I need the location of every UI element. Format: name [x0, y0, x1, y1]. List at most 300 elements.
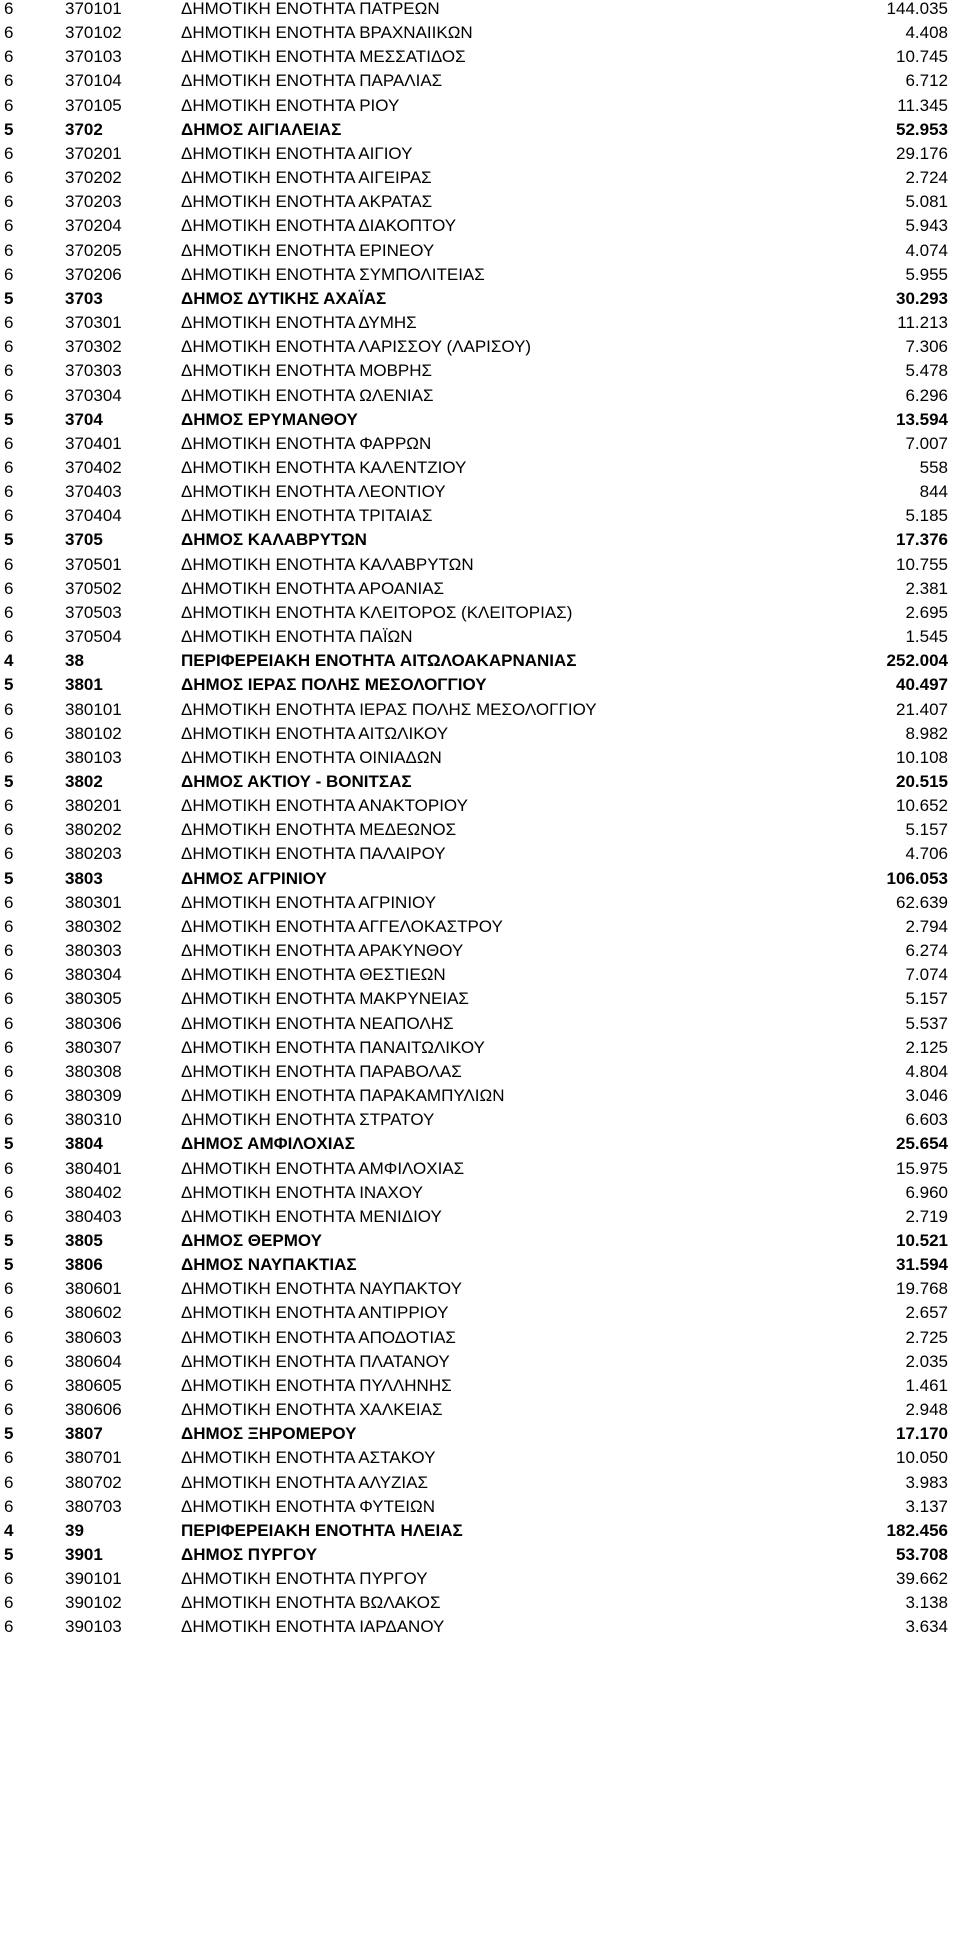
code-cell: 380602	[65, 1303, 122, 1323]
name-cell: ΔΗΜΟΣ ΙΕΡΑΣ ΠΟΛΗΣ ΜΕΣΟΛΟΓΓΙΟΥ	[181, 675, 487, 695]
code-cell: 370105	[65, 95, 122, 115]
table-row	[0, 1519, 960, 1543]
level-cell: 6	[4, 143, 14, 163]
level-cell: 6	[4, 1496, 14, 1516]
population-cell: 144.035	[886, 0, 948, 18]
level-cell: 6	[4, 385, 14, 405]
table-row	[0, 1398, 960, 1422]
level-cell: 6	[4, 1448, 14, 1468]
population-cell: 4.408	[905, 23, 948, 43]
table-row	[0, 504, 960, 528]
level-cell: 6	[4, 1472, 14, 1492]
name-cell: ΔΗΜΟΣ ΑΙΓΙΑΛΕΙΑΣ	[181, 119, 342, 139]
level-cell: 6	[4, 747, 14, 767]
code-cell: 370302	[65, 337, 122, 357]
level-cell: 6	[4, 361, 14, 381]
level-cell: 6	[4, 916, 14, 936]
table-row	[0, 1543, 960, 1567]
population-cell: 2.381	[905, 578, 948, 598]
level-cell: 6	[4, 989, 14, 1009]
population-cell: 10.652	[896, 796, 948, 816]
code-cell: 380301	[65, 892, 122, 912]
table-row	[0, 69, 960, 93]
population-cell: 5.955	[905, 264, 948, 284]
population-cell: 11.213	[897, 313, 948, 333]
name-cell: ΔΗΜΟΤΙΚΗ ΕΝΟΤΗΤΑ ΠΥΛΛΗΝΗΣ	[181, 1375, 452, 1395]
name-cell: ΔΗΜΟΤΙΚΗ ΕΝΟΤΗΤΑ ΩΛΕΝΙΑΣ	[181, 385, 434, 405]
table-row	[0, 1422, 960, 1446]
population-cell: 10.108	[896, 747, 948, 767]
name-cell: ΔΗΜΟΤΙΚΗ ΕΝΟΤΗΤΑ ΠΑΪΩΝ	[181, 627, 413, 647]
code-cell: 370501	[65, 554, 122, 574]
name-cell: ΔΗΜΟΤΙΚΗ ΕΝΟΤΗΤΑ ΑΙΤΩΛΙΚΟΥ	[181, 723, 449, 743]
level-cell: 6	[4, 1327, 14, 1347]
population-cell: 1.545	[905, 627, 948, 647]
table-row	[0, 601, 960, 625]
code-cell: 38	[65, 651, 84, 671]
table-row	[0, 239, 960, 263]
level-cell: 6	[4, 578, 14, 598]
code-cell: 380306	[65, 1013, 122, 1033]
code-cell: 380402	[65, 1182, 122, 1202]
level-cell: 5	[4, 409, 14, 429]
name-cell: ΔΗΜΟΤΙΚΗ ΕΝΟΤΗΤΑ ΚΛΕΙΤΟΡΟΣ (ΚΛΕΙΤΟΡΙΑΣ)	[181, 602, 573, 622]
table-row	[0, 939, 960, 963]
population-cell: 20.515	[896, 772, 948, 791]
code-cell: 370206	[65, 264, 122, 284]
level-cell: 6	[4, 1569, 14, 1589]
name-cell: ΔΗΜΟΤΙΚΗ ΕΝΟΤΗΤΑ ΝΕΑΠΟΛΗΣ	[181, 1013, 454, 1033]
name-cell: ΔΗΜΟΣ ΔΥΤΙΚΗΣ ΑΧΑΪΑΣ	[181, 288, 387, 308]
name-cell: ΔΗΜΟΤΙΚΗ ΕΝΟΤΗΤΑ ΚΑΛΕΝΤΖΙΟΥ	[181, 457, 467, 477]
population-cell: 3.046	[905, 1086, 948, 1106]
name-cell: ΔΗΜΟΣ ΞΗΡΟΜΕΡΟΥ	[181, 1424, 357, 1444]
name-cell: ΔΗΜΟΣ ΘΕΡΜΟΥ	[181, 1230, 322, 1250]
population-cell: 2.125	[905, 1037, 948, 1057]
name-cell: ΔΗΜΟΣ ΕΡΥΜΑΝΘΟΥ	[181, 409, 358, 429]
table-row	[0, 0, 960, 21]
table-row	[0, 746, 960, 770]
code-cell: 380202	[65, 820, 122, 840]
code-cell: 370202	[65, 168, 122, 188]
population-cell: 6.274	[905, 941, 948, 961]
table-row	[0, 1181, 960, 1205]
level-cell: 6	[4, 433, 14, 453]
name-cell: ΔΗΜΟΤΙΚΗ ΕΝΟΤΗΤΑ ΠΑΡΑΚΑΜΠΥΛΙΩΝ	[181, 1086, 505, 1106]
code-cell: 3901	[65, 1545, 103, 1564]
level-cell: 6	[4, 192, 14, 212]
level-cell: 6	[4, 482, 14, 502]
table-row	[0, 45, 960, 69]
code-cell: 380103	[65, 747, 122, 767]
table-row	[0, 190, 960, 214]
code-cell: 370402	[65, 457, 122, 477]
table-row	[0, 1326, 960, 1350]
population-cell: 2.948	[905, 1400, 948, 1420]
population-cell: 6.960	[905, 1182, 948, 1202]
population-cell: 6.603	[905, 1110, 948, 1130]
name-cell: ΔΗΜΟΤΙΚΗ ΕΝΟΤΗΤΑ ΠΑΝΑΙΤΩΛΙΚΟΥ	[181, 1037, 485, 1057]
code-cell: 370204	[65, 216, 122, 236]
table-row	[0, 118, 960, 142]
name-cell: ΔΗΜΟΤΙΚΗ ΕΝΟΤΗΤΑ ΙΕΡΑΣ ΠΟΛΗΣ ΜΕΣΟΛΟΓΓΙΟΥ	[181, 699, 597, 719]
level-cell: 6	[4, 892, 14, 912]
level-cell: 5	[4, 1545, 14, 1564]
code-cell: 370101	[65, 0, 122, 18]
population-cell: 17.170	[896, 1424, 948, 1444]
code-cell: 380606	[65, 1400, 122, 1420]
population-cell: 17.376	[896, 530, 948, 550]
code-cell: 370102	[65, 23, 122, 43]
table-row	[0, 21, 960, 45]
name-cell: ΔΗΜΟΤΙΚΗ ΕΝΟΤΗΤΑ ΜΟΒΡΗΣ	[181, 361, 433, 381]
name-cell: ΔΗΜΟΤΙΚΗ ΕΝΟΤΗΤΑ ΝΑΥΠΑΚΤΟΥ	[181, 1279, 462, 1299]
population-cell: 3.137	[905, 1496, 948, 1516]
code-cell: 370404	[65, 506, 122, 526]
table-row	[0, 142, 960, 166]
name-cell: ΔΗΜΟΤΙΚΗ ΕΝΟΤΗΤΑ ΜΕΣΣΑΤΙΔΟΣ	[181, 47, 466, 67]
code-cell: 370104	[65, 71, 122, 91]
code-cell: 380605	[65, 1375, 122, 1395]
level-cell: 6	[4, 1037, 14, 1057]
population-cell: 2.794	[905, 916, 948, 936]
level-cell: 6	[4, 723, 14, 743]
name-cell: ΔΗΜΟΤΙΚΗ ΕΝΟΤΗΤΑ ΠΛΑΤΑΝΟΥ	[181, 1351, 450, 1371]
population-cell: 5.081	[905, 192, 948, 212]
table-row	[0, 456, 960, 480]
level-cell: 6	[4, 820, 14, 840]
population-cell: 6.296	[905, 385, 948, 405]
name-cell: ΔΗΜΟΤΙΚΗ ΕΝΟΤΗΤΑ ΑΠΟΔΟΤΙΑΣ	[181, 1327, 456, 1347]
population-cell: 53.708	[896, 1545, 948, 1564]
population-cell: 5.537	[905, 1013, 948, 1033]
table-row	[0, 335, 960, 359]
level-cell: 4	[4, 1520, 14, 1540]
name-cell: ΔΗΜΟΤΙΚΗ ΕΝΟΤΗΤΑ ΧΑΛΚΕΙΑΣ	[181, 1400, 443, 1420]
table-row	[0, 432, 960, 456]
population-cell: 1.461	[905, 1375, 948, 1395]
population-cell: 844	[919, 482, 948, 502]
level-cell: 6	[4, 1375, 14, 1395]
code-cell: 370304	[65, 385, 122, 405]
population-cell: 29.176	[896, 143, 948, 163]
code-cell: 380308	[65, 1061, 122, 1081]
level-cell: 6	[4, 1400, 14, 1420]
code-cell: 380403	[65, 1206, 122, 1226]
table-row	[0, 263, 960, 287]
name-cell: ΔΗΜΟΤΙΚΗ ΕΝΟΤΗΤΑ ΑΝΤΙΡΡΙΟΥ	[181, 1303, 449, 1323]
table-row	[0, 214, 960, 238]
level-cell: 6	[4, 47, 14, 67]
table-row	[0, 1036, 960, 1060]
table-row	[0, 1374, 960, 1398]
level-cell: 5	[4, 1230, 14, 1250]
name-cell: ΔΗΜΟΤΙΚΗ ΕΝΟΤΗΤΑ ΜΑΚΡΥΝΕΙΑΣ	[181, 989, 469, 1009]
population-cell: 3.634	[905, 1617, 948, 1637]
name-cell: ΔΗΜΟΤΙΚΗ ΕΝΟΤΗΤΑ ΒΡΑΧΝΑΙΙΚΩΝ	[181, 23, 473, 43]
name-cell: ΔΗΜΟΤΙΚΗ ΕΝΟΤΗΤΑ ΚΑΛΑΒΡΥΤΩΝ	[181, 554, 474, 574]
level-cell: 6	[4, 240, 14, 260]
code-cell: 3802	[65, 772, 103, 791]
code-cell: 3801	[65, 675, 103, 695]
code-cell: 370201	[65, 143, 122, 163]
code-cell: 3807	[65, 1424, 103, 1444]
level-cell: 6	[4, 168, 14, 188]
table-row	[0, 359, 960, 383]
code-cell: 390103	[65, 1617, 122, 1637]
population-cell: 2.695	[905, 602, 948, 622]
table-row	[0, 408, 960, 432]
population-cell: 15.975	[896, 1158, 948, 1178]
table-row	[0, 1301, 960, 1325]
table-row	[0, 1615, 960, 1639]
name-cell: ΔΗΜΟΤΙΚΗ ΕΝΟΤΗΤΑ ΛΕΟΝΤΙΟΥ	[181, 482, 446, 502]
code-cell: 3704	[65, 409, 103, 429]
table-row	[0, 480, 960, 504]
level-cell: 5	[4, 868, 14, 888]
name-cell: ΔΗΜΟΤΙΚΗ ΕΝΟΤΗΤΑ ΑΝΑΚΤΟΡΙΟΥ	[181, 796, 468, 816]
population-cell: 6.712	[905, 71, 948, 91]
level-cell: 6	[4, 1303, 14, 1323]
table-row	[0, 891, 960, 915]
code-cell: 380310	[65, 1110, 122, 1130]
table-row	[0, 987, 960, 1011]
population-cell: 4.074	[905, 240, 948, 260]
level-cell: 6	[4, 1086, 14, 1106]
code-cell: 380401	[65, 1158, 122, 1178]
name-cell: ΔΗΜΟΤΙΚΗ ΕΝΟΤΗΤΑ ΕΡΙΝΕΟΥ	[181, 240, 435, 260]
population-cell: 8.982	[905, 723, 948, 743]
level-cell: 6	[4, 1617, 14, 1637]
table-row	[0, 649, 960, 673]
name-cell: ΔΗΜΟΤΙΚΗ ΕΝΟΤΗΤΑ ΘΕΣΤΙΕΩΝ	[181, 965, 446, 985]
level-cell: 6	[4, 627, 14, 647]
level-cell: 6	[4, 602, 14, 622]
population-cell: 21.407	[896, 699, 948, 719]
code-cell: 3705	[65, 530, 103, 550]
level-cell: 6	[4, 71, 14, 91]
population-cell: 2.725	[905, 1327, 948, 1347]
population-cell: 2.657	[905, 1303, 948, 1323]
level-cell: 5	[4, 119, 14, 139]
code-cell: 380101	[65, 699, 122, 719]
table-row	[0, 528, 960, 552]
table-row	[0, 1471, 960, 1495]
population-cell: 5.478	[905, 361, 948, 381]
population-cell: 11.345	[897, 95, 948, 115]
table-row	[0, 1446, 960, 1470]
table-row	[0, 577, 960, 601]
code-cell: 370403	[65, 482, 122, 502]
code-cell: 370301	[65, 313, 122, 333]
level-cell: 6	[4, 699, 14, 719]
name-cell: ΔΗΜΟΣ ΚΑΛΑΒΡΥΤΩΝ	[181, 530, 367, 550]
level-cell: 6	[4, 23, 14, 43]
population-cell: 3.138	[905, 1593, 948, 1613]
code-cell: 380304	[65, 965, 122, 985]
code-cell: 370502	[65, 578, 122, 598]
name-cell: ΔΗΜΟΤΙΚΗ ΕΝΟΤΗΤΑ ΑΣΤΑΚΟΥ	[181, 1448, 436, 1468]
name-cell: ΔΗΜΟΤΙΚΗ ΕΝΟΤΗΤΑ ΜΕΔΕΩΝΟΣ	[181, 820, 457, 840]
code-cell: 390101	[65, 1569, 122, 1589]
table-row	[0, 1253, 960, 1277]
table-row	[0, 722, 960, 746]
level-cell: 6	[4, 1279, 14, 1299]
population-cell: 182.456	[886, 1520, 948, 1540]
code-cell: 3805	[65, 1230, 103, 1250]
table-row	[0, 1205, 960, 1229]
code-cell: 370401	[65, 433, 122, 453]
name-cell: ΔΗΜΟΤΙΚΗ ΕΝΟΤΗΤΑ ΑΚΡΑΤΑΣ	[181, 192, 433, 212]
level-cell: 6	[4, 264, 14, 284]
population-cell: 62.639	[896, 892, 948, 912]
table-row	[0, 963, 960, 987]
level-cell: 6	[4, 457, 14, 477]
level-cell: 6	[4, 1158, 14, 1178]
population-cell: 10.755	[896, 554, 948, 574]
code-cell: 3803	[65, 868, 103, 888]
population-cell: 19.768	[896, 1279, 948, 1299]
name-cell: ΔΗΜΟΤΙΚΗ ΕΝΟΤΗΤΑ ΡΙΟΥ	[181, 95, 400, 115]
name-cell: ΔΗΜΟΤΙΚΗ ΕΝΟΤΗΤΑ ΤΡΙΤΑΙΑΣ	[181, 506, 433, 526]
level-cell: 6	[4, 796, 14, 816]
name-cell: ΔΗΜΟΤΙΚΗ ΕΝΟΤΗΤΑ ΑΡΟΑΝΙΑΣ	[181, 578, 445, 598]
population-cell: 13.594	[896, 409, 948, 429]
code-cell: 3806	[65, 1255, 103, 1275]
level-cell: 6	[4, 0, 14, 18]
code-cell: 370205	[65, 240, 122, 260]
population-cell: 4.804	[905, 1061, 948, 1081]
table-row	[0, 794, 960, 818]
level-cell: 5	[4, 1134, 14, 1154]
name-cell: ΠΕΡΙΦΕΡΕΙΑΚΗ ΕΝΟΤΗΤΑ ΗΛΕΙΑΣ	[181, 1520, 463, 1540]
population-cell: 2.724	[905, 168, 948, 188]
population-cell: 4.706	[905, 844, 948, 864]
code-cell: 380102	[65, 723, 122, 743]
name-cell: ΔΗΜΟΤΙΚΗ ΕΝΟΤΗΤΑ ΠΑΡΑΒΟΛΑΣ	[181, 1061, 462, 1081]
code-cell: 380701	[65, 1448, 122, 1468]
table-row	[0, 770, 960, 794]
population-cell: 5.157	[905, 820, 948, 840]
name-cell: ΔΗΜΟΤΙΚΗ ΕΝΟΤΗΤΑ ΑΛΥΖΙΑΣ	[181, 1472, 428, 1492]
name-cell: ΔΗΜΟΤΙΚΗ ΕΝΟΤΗΤΑ ΣΥΜΠΟΛΙΤΕΙΑΣ	[181, 264, 485, 284]
level-cell: 6	[4, 337, 14, 357]
table-row	[0, 698, 960, 722]
table-row	[0, 625, 960, 649]
code-cell: 380703	[65, 1496, 122, 1516]
level-cell: 6	[4, 1013, 14, 1033]
population-cell: 39.662	[896, 1569, 948, 1589]
level-cell: 5	[4, 530, 14, 550]
code-cell: 370203	[65, 192, 122, 212]
name-cell: ΔΗΜΟΤΙΚΗ ΕΝΟΤΗΤΑ ΠΑΤΡΕΩΝ	[181, 0, 440, 18]
code-cell: 380601	[65, 1279, 122, 1299]
population-cell: 7.007	[905, 433, 948, 453]
code-cell: 380303	[65, 941, 122, 961]
table-row	[0, 818, 960, 842]
population-cell: 558	[919, 457, 948, 477]
name-cell: ΔΗΜΟΤΙΚΗ ΕΝΟΤΗΤΑ ΦΑΡΡΩΝ	[181, 433, 432, 453]
name-cell: ΔΗΜΟΣ ΠΥΡΓΟΥ	[181, 1545, 318, 1564]
population-cell: 25.654	[896, 1134, 948, 1154]
level-cell: 6	[4, 941, 14, 961]
code-cell: 3702	[65, 119, 103, 139]
code-cell: 380604	[65, 1351, 122, 1371]
level-cell: 5	[4, 288, 14, 308]
table-row	[0, 1132, 960, 1156]
level-cell: 5	[4, 675, 14, 695]
code-cell: 380603	[65, 1327, 122, 1347]
table-row	[0, 867, 960, 891]
level-cell: 6	[4, 1593, 14, 1613]
name-cell: ΔΗΜΟΣ ΑΚΤΙΟΥ - ΒΟΝΙΤΣΑΣ	[181, 772, 412, 791]
name-cell: ΔΗΜΟΤΙΚΗ ΕΝΟΤΗΤΑ ΠΥΡΓΟΥ	[181, 1569, 428, 1589]
code-cell: 370503	[65, 602, 122, 622]
code-cell: 370303	[65, 361, 122, 381]
table-row	[0, 1084, 960, 1108]
level-cell: 6	[4, 1351, 14, 1371]
population-cell: 52.953	[896, 119, 948, 139]
name-cell: ΠΕΡΙΦΕΡΕΙΑΚΗ ΕΝΟΤΗΤΑ ΑΙΤΩΛΟΑΚΑΡΝΑΝΙΑΣ	[181, 651, 577, 671]
population-cell: 3.983	[905, 1472, 948, 1492]
table-row	[0, 384, 960, 408]
level-cell: 6	[4, 554, 14, 574]
table-row	[0, 94, 960, 118]
level-cell: 5	[4, 1424, 14, 1444]
code-cell: 380307	[65, 1037, 122, 1057]
level-cell: 6	[4, 216, 14, 236]
name-cell: ΔΗΜΟΤΙΚΗ ΕΝΟΤΗΤΑ ΑΡΑΚΥΝΘΟΥ	[181, 941, 464, 961]
level-cell: 4	[4, 651, 14, 671]
population-cell: 5.157	[905, 989, 948, 1009]
name-cell: ΔΗΜΟΤΙΚΗ ΕΝΟΤΗΤΑ ΑΓΓΕΛΟΚΑΣΤΡΟΥ	[181, 916, 503, 936]
name-cell: ΔΗΜΟΤΙΚΗ ΕΝΟΤΗΤΑ ΦΥΤΕΙΩΝ	[181, 1496, 435, 1516]
table-row	[0, 166, 960, 190]
level-cell: 6	[4, 506, 14, 526]
table-row	[0, 842, 960, 866]
table-row	[0, 1012, 960, 1036]
name-cell: ΔΗΜΟΤΙΚΗ ΕΝΟΤΗΤΑ ΛΑΡΙΣΣΟΥ (ΛΑΡΙΣΟΥ)	[181, 337, 532, 357]
population-cell: 7.074	[905, 965, 948, 985]
name-cell: ΔΗΜΟΤΙΚΗ ΕΝΟΤΗΤΑ ΜΕΝΙΔΙΟΥ	[181, 1206, 442, 1226]
code-cell: 380702	[65, 1472, 122, 1492]
population-cell: 2.035	[905, 1351, 948, 1371]
name-cell: ΔΗΜΟΤΙΚΗ ΕΝΟΤΗΤΑ ΒΩΛΑΚΟΣ	[181, 1593, 441, 1613]
table-row	[0, 1229, 960, 1253]
population-cell: 5.185	[905, 506, 948, 526]
name-cell: ΔΗΜΟΤΙΚΗ ΕΝΟΤΗΤΑ ΠΑΡΑΛΙΑΣ	[181, 71, 443, 91]
population-cell: 30.293	[896, 288, 948, 308]
code-cell: 380203	[65, 844, 122, 864]
name-cell: ΔΗΜΟΤΙΚΗ ΕΝΟΤΗΤΑ ΟΙΝΙΑΔΩΝ	[181, 747, 442, 767]
level-cell: 6	[4, 1061, 14, 1081]
level-cell: 6	[4, 844, 14, 864]
code-cell: 390102	[65, 1593, 122, 1613]
name-cell: ΔΗΜΟΣ ΑΜΦΙΛΟΧΙΑΣ	[181, 1134, 355, 1154]
population-cell: 5.943	[905, 216, 948, 236]
population-cell: 2.719	[905, 1206, 948, 1226]
code-cell: 380305	[65, 989, 122, 1009]
code-cell: 3804	[65, 1134, 103, 1154]
code-cell: 380302	[65, 916, 122, 936]
population-cell: 31.594	[896, 1255, 948, 1275]
population-cell: 10.050	[896, 1448, 948, 1468]
name-cell: ΔΗΜΟΤΙΚΗ ΕΝΟΤΗΤΑ ΙΑΡΔΑΝΟΥ	[181, 1617, 445, 1637]
name-cell: ΔΗΜΟΤΙΚΗ ΕΝΟΤΗΤΑ ΑΙΓΕΙΡΑΣ	[181, 168, 432, 188]
table-row	[0, 1350, 960, 1374]
level-cell: 5	[4, 772, 14, 791]
table-row	[0, 287, 960, 311]
